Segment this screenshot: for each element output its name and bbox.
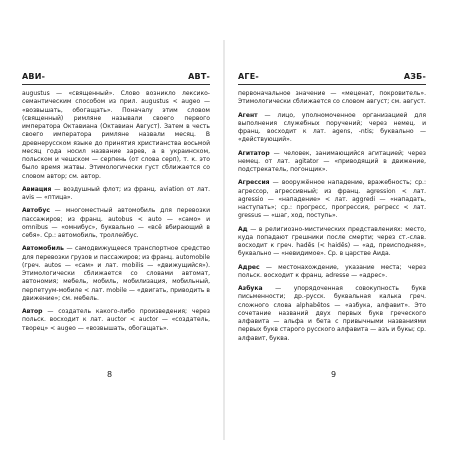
dictionary-entry [238, 150, 426, 175]
header-left-guide: АГЕ- [238, 72, 259, 81]
right-page [226, 0, 450, 450]
page-number: 9 [331, 370, 337, 379]
dictionary-entry [22, 90, 210, 181]
dictionary-entry [238, 112, 426, 145]
dictionary-entries [238, 90, 426, 348]
dictionary-entry [238, 90, 426, 107]
dictionary-entry [238, 285, 426, 343]
dictionary-entry [22, 308, 210, 333]
entry-headword: Агент [238, 111, 258, 119]
entry-text: — лицо, уполномоченное организацией для выполнения служебных поручений; через немец. и франц. восходит к лат. agens, -ntis; буквально — «действующий». [238, 111, 426, 144]
entry-text: — воздушный флот; из франц. aviation от лат. avis — «птица». [22, 185, 210, 201]
entry-headword: Автор [22, 308, 43, 315]
running-header [22, 72, 210, 85]
entry-headword: Агрессия [238, 179, 270, 187]
dictionary-entry [22, 245, 210, 303]
entry-text: augustus — «священный». Слово возникло лексико-семантическим способом из прил. augustus < augeo — «возвышать, обогащать». Поначалу этим словом (священный) римляне называли своего первого императора Октавиана (Октавиан Август). Затем в честь своего императора римляне назвали месяц. В древнерусском языке до принятия христианства восьмой месяц года носил название зарев, а в украинском, польском и чешском — серпень (от слова серп), т. к. это было время жатвы. Этимологически густ сближается со словом автор; см. автор. [22, 90, 210, 180]
dictionary-entry [238, 264, 426, 281]
entry-text: первоначальное значение — «меценат, покровитель». Этимологически сближается со словом август; см. август. [238, 90, 426, 106]
entry-text: — человек, занимающийся агитацией; через немец. от лат. agitator — «приводящий в движение, подстрекатель, погонщик». [238, 149, 426, 173]
entry-headword: Автомобиль [22, 245, 64, 253]
dictionary-entry [22, 207, 210, 240]
dictionary-entry [22, 186, 210, 203]
entry-headword: Авиация [22, 185, 52, 193]
entry-text: — вооружённое нападение, вражебность; ср.: агрессор, агрессивный; из франц. agression < лат. agressio — «нападение» < лат. aggredi — «нападать, наступать»; ср.: прогресс, прогрессия, регресс < лат. gressus — «шаг, ход, поступь». [238, 179, 426, 220]
entry-text: — местонахождение, указание места; через польск. восходит к франц. adresse — «адрес». [238, 263, 426, 279]
left-page [0, 0, 224, 450]
entry-text: — в религиозно-мистических представлениях: место, куда попадают грешники после смерти; через ст.-слав. восходит к греч. hadēs (< haidēs) — «ад, преисподняя», буквально — «невидимое». Ср. в царстве Аида. [238, 225, 426, 258]
entry-text: — упорядоченная совокупность букв письменности; др.-русск. буквальная калька греч. сложного слова alphabētos — «азбука, алфавит». Это сочетание названий двух первых букв греческого алфавита — альфа и бета с привычными названиями первых букв старого русского алфавита — азъ и букы; ср. алфавит, буква. [238, 285, 426, 342]
header-right-guide: АЗБ- [403, 72, 426, 81]
dictionary-entry [238, 226, 426, 259]
dictionary-entries [22, 90, 210, 338]
entry-text: — многоместный автомобиль для перевозки пассажиров; из франц. autobus < auto — «само» и omnibus — «омнибус», буквально — «всё вбирающий в себя». Ср.: автомобиль, троллейбус. [22, 207, 210, 239]
running-header [238, 72, 426, 85]
entry-headword: Ад [238, 225, 248, 233]
entry-text: — самодвижущееся транспортное средство для перевозки грузов и пассажиров; из франц. automobile (греч. autos — «сам» и лат. mobilis — «движущийся»). Этимологически сближается со словами автомат, автономия; мебель, мобиль, мобилизация, мобильный, перпетуум-мобиле < лат. mobile — «двигать, приводить в движение»; см. мебель. [22, 245, 210, 302]
entry-headword: Автобус [22, 207, 50, 215]
entry-headword: Азбука [238, 285, 263, 292]
entry-headword: Адрес [238, 263, 260, 271]
header-left-guide: АВИ- [22, 72, 46, 81]
entry-headword: Агитатор [238, 149, 270, 157]
dictionary-entry [238, 179, 426, 220]
entry-text: — создатель какого-либо произведения; через польск. восходит к лат. auctor < auctor — «создатель, творец» < augeo — «возвышать, обогащать». [22, 308, 210, 332]
header-right-guide: АВТ- [188, 72, 210, 81]
page-number: 8 [107, 370, 113, 379]
